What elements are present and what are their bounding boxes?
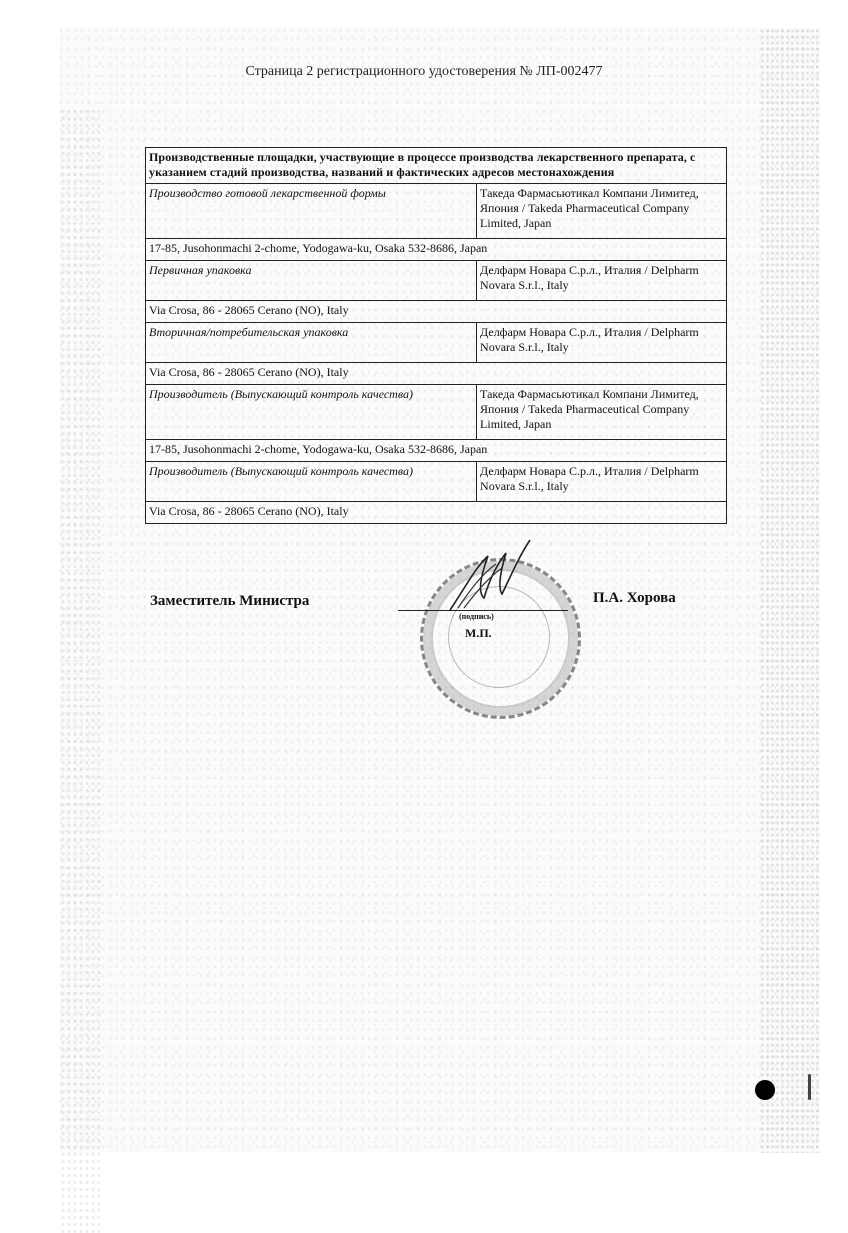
address-cell: 17-85, Jusohonmachi 2-chome, Yodogawa-ku, Osaka 532-8686, Japan [146, 440, 727, 462]
company-cell: Делфарм Новара С.р.л., Италия / Delpharm Novara S.r.l., Italy [477, 261, 727, 301]
signatory-role: Заместитель Министра [150, 593, 310, 609]
address-cell: Via Crosa, 86 - 28065 Cerano (NO), Italy [146, 301, 727, 323]
signature-caption: (подпись) [459, 612, 494, 621]
stamp-label: М.П. [465, 626, 492, 640]
address-row [146, 440, 727, 462]
company-cell: Делфарм Новара С.р.л., Италия / Delpharm Novara S.r.l., Italy [477, 323, 727, 363]
table-title-row [146, 148, 727, 184]
address-row [146, 363, 727, 385]
manufacturing-sites-table [145, 147, 727, 524]
table-row [146, 184, 727, 239]
address-cell: Via Crosa, 86 - 28065 Cerano (NO), Italy [146, 502, 727, 524]
stage-cell: Вторичная/потребительская упаковка [146, 323, 477, 363]
page-header: Страница 2 регистрационного удостоверения № ЛП-002477 [245, 64, 603, 79]
company-cell: Такеда Фармасьютикал Компани Лимитед, Япония / Takeda Pharmaceutical Company Limited, Japan [477, 385, 727, 440]
address-row [146, 239, 727, 261]
address-row [146, 502, 727, 524]
table-title: Производственные площадки, участвующие в процессе производства лекарственного препарата, с указанием стадий производства, названий и фактических адресов местонахождения [146, 148, 727, 184]
table-row [146, 462, 727, 502]
table-row [146, 385, 727, 440]
company-cell: Делфарм Новара С.р.л., Италия / Delpharm Novara S.r.l., Italy [477, 462, 727, 502]
stage-cell: Производитель (Выпускающий контроль качества) [146, 462, 477, 502]
company-cell: Такеда Фармасьютикал Компани Лимитед, Япония / Takeda Pharmaceutical Company Limited, Japan [477, 184, 727, 239]
address-cell: Via Crosa, 86 - 28065 Cerano (NO), Italy [146, 363, 727, 385]
stage-cell: Производитель (Выпускающий контроль качества) [146, 385, 477, 440]
address-row [146, 301, 727, 323]
stage-cell: Производство готовой лекарственной формы [146, 184, 477, 239]
signatory-name: П.А. Хорова [593, 590, 676, 606]
stage-cell: Первичная упаковка [146, 261, 477, 301]
punch-hole-icon [755, 1080, 775, 1100]
scan-edge-mark [808, 1074, 811, 1100]
table-row [146, 261, 727, 301]
address-cell: 17-85, Jusohonmachi 2-chome, Yodogawa-ku, Osaka 532-8686, Japan [146, 239, 727, 261]
table-row [146, 323, 727, 363]
